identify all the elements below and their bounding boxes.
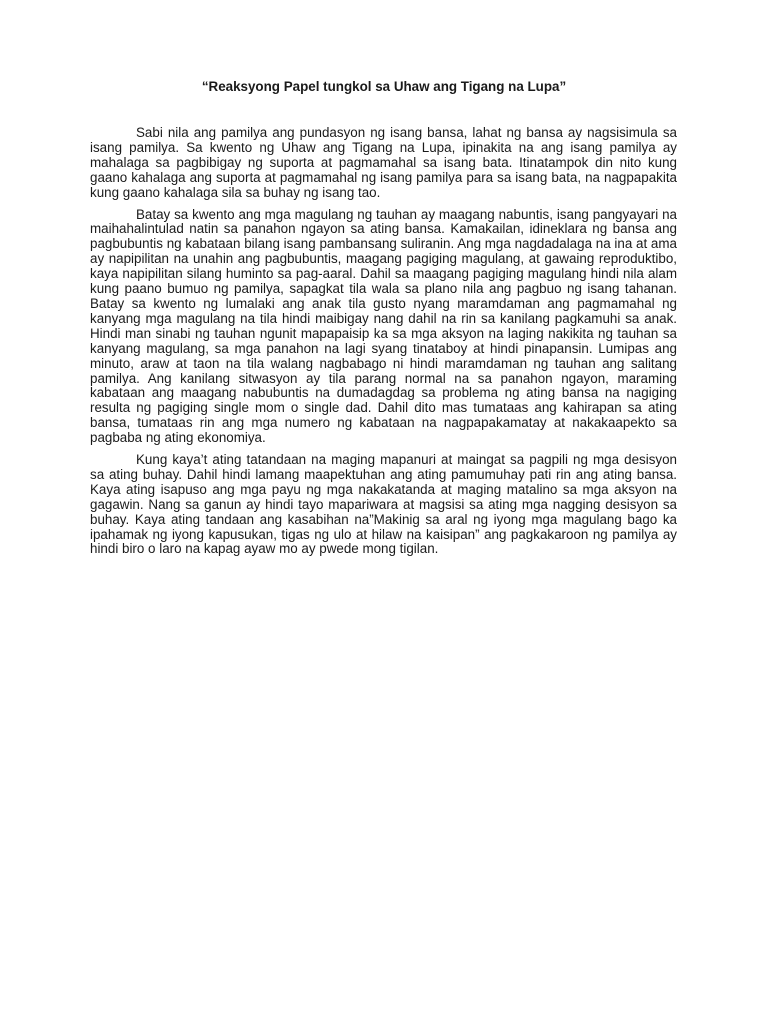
paragraph-2: Batay sa kwento ang mga magulang ng tauhan ay maagang nabuntis, isang pangyayari na maihahalintulad natin sa panahon ngayon sa ating bansa. Kamakailan, idineklara ng bansa ang pagbubuntis ng kabataan bilang isang pambansang suliranin. Ang mga nagdadalaga na ina at ama ay napipilitan na unahin ang pagbubuntis, maagang pagiging magulang, at gawaing reproduktibo, kaya napipilitan silang huminto sa pag-aaral. Dahil sa maagang pagiging magulang hindi nila alam kung paano bumuo ng pamilya, sapagkat tila wala sa plano nila ang pagbuo ng isang tahanan. Batay sa kwento ng lumalaki ang anak tila gusto nyang maramdaman ang pagmamahal ng kanyang mga magulang na tila hindi maibigay nang dahil na rin sa kanilang pagkamuhi sa anak. Hindi man sinabi ng tauhan ngunit mapapaisip ka sa mga aksyon na laging nakikita ng tauhan sa kanyang magulang, sa mga panahon na lagi syang tinataboy at hindi pinapansin. Lumipas ang minuto, araw at taon na tila walang nagbabago ni hindi maramdaman ng tauhan ang salitang pamilya. Ang kanilang sitwasyon ay tila parang normal na sa panahon ngayon, maraming kabataan ang maagang nabubuntis na dumadagdag sa problema ng ating bansa na nagiging resulta ng pagiging single mom o single dad. Dahil dito mas tumataas ang kahirapan sa ating bansa, tumataas rin ang mga numero ng kabataan na nagpapakamatay at nakakaapekto sa pagbaba ng ating ekonomiya. — [90, 206, 677, 446]
document-body — [90, 126, 677, 564]
paragraph-1: Sabi nila ang pamilya ang pundasyon ng isang bansa, lahat ng bansa ay nagsisimula sa isang pamilya. Sa kwento ng Uhaw ang Tigang na Lupa, ipinakita na ang isang pamilya ay mahalaga sa pagbibigay ng suporta at pagmamahal sa isang bata. Itinatampok din nito kung gaano kahalaga ang suporta at pagmamahal ng isang pamilya para sa isang bata, na nagpapakita kung gaano kahalaga sila sa buhay ng isang tao. — [90, 125, 677, 200]
paragraph-3: Kung kaya’t ating tatandaan na maging mapanuri at maingat sa pagpili ng mga desisyon sa ating buhay. Dahil hindi lamang maapektuhan ang ating pamumuhay pati rin ang ating bansa. Kaya ating isapuso ang mga payu ng mga nakakatanda at maging matalino sa mga aksyon na gagawin. Nang sa ganun ay hindi tayo mapariwara at magsisi sa ating mga nagging desisyon sa buhay. Kaya ating tandaan ang kasabihan na”Makinig sa aral ng iyong mga magulang bago ka ipahamak ng iyong kapusukan, tigas ng ulo at hilaw na kaisipan” ang pagkakaroon ng pamilya ay hindi biro o laro na kapag ayaw mo ay pwede mong tigilan. — [90, 452, 677, 557]
document-title: “Reaksyong Papel tungkol sa Uhaw ang Tigang na Lupa” — [201, 79, 567, 94]
